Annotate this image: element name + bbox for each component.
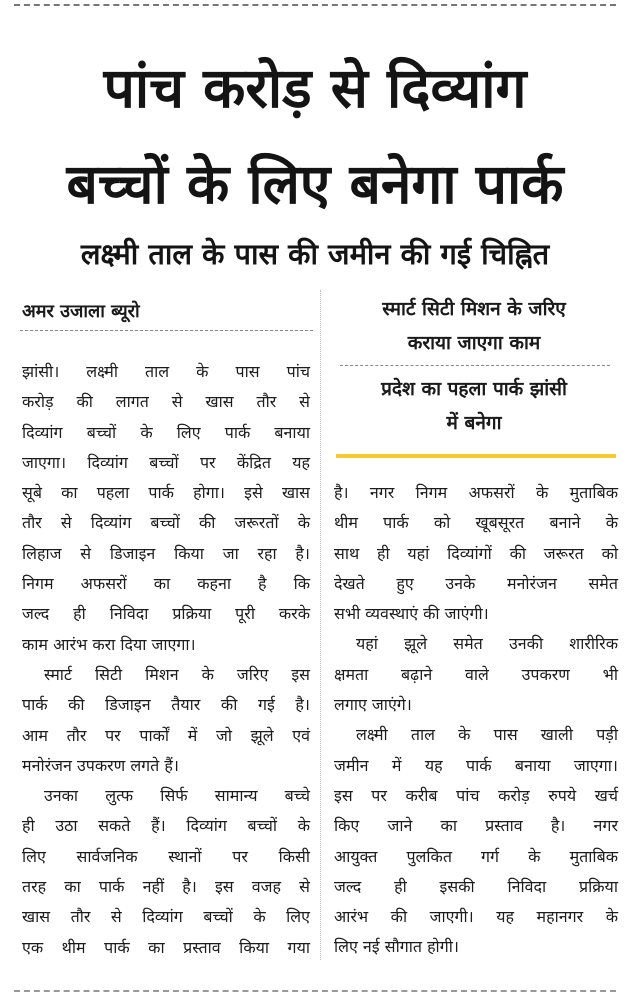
text-line: लक्ष्मी ताल के पास खाली पड़ी: [356, 725, 618, 745]
text-line: तरह का पार्क नहीं है। इस वजह से: [22, 877, 310, 897]
sidebar-subhead-line: प्रदेश का पहला पार्क झांसी: [381, 378, 567, 400]
text-line: सभी व्यवस्थाएं की जाएंगी।: [334, 604, 489, 624]
sidebar-subhead-line: में बनेगा: [446, 412, 502, 434]
sidebar-subhead-line: स्मार्ट सिटी मिशन के जरिए: [382, 298, 566, 320]
text-line: लगाए जाएंगे।: [334, 695, 412, 715]
sidebar-subhead-2: [330, 372, 618, 440]
text-line: खास तौर से दिव्यांग बच्चों के लिए: [22, 907, 310, 927]
headline-line: बच्चों के लिए बनेगा पार्क: [66, 152, 564, 216]
text-line: क्षमता बढ़ाने वाले उपकरण भी: [334, 664, 618, 684]
subheadline: लक्ष्मी ताल के पास की जमीन की गई चिह्नित: [80, 237, 550, 271]
text-line: उनका लुत्फ सिर्फ सामान्य बच्चे: [44, 786, 310, 806]
text-line: लिहाज से डिजाइन किया जा रहा है।: [22, 543, 310, 563]
text-line: दिव्यांग बच्चों के लिए पार्क बनाया: [22, 422, 310, 442]
sidebar-subhead-line: कराया जाएगा काम: [407, 332, 541, 354]
byline-divider: [20, 330, 313, 331]
byline: अमर उजाला ब्यूरो: [22, 301, 140, 322]
headline-line: पांच करोड़ से दिव्यांग: [103, 56, 527, 120]
text-line: जाएगा। दिव्यांग बच्चों पर केंद्रित यह: [22, 452, 310, 472]
text-line: लिए सार्वजनिक स्थानों पर किसी: [22, 846, 310, 866]
text-line: किए जाने का प्रस्ताव है। नगर: [334, 816, 618, 836]
text-line: साथ ही यहां दिव्यांगों की जरूरत को: [334, 543, 618, 563]
text-line: निगम अफसरों का कहना है कि: [22, 574, 310, 594]
text-line: इस पर करीब पांच करोड़ रुपये खर्च: [334, 785, 618, 805]
text-line: लिए नई सौगात होगी।: [334, 937, 459, 957]
text-line: जल्द ही इसकी निविदा प्रक्रिया: [334, 876, 618, 896]
text-line: है। नगर निगम अफसरों के मुताबिक: [334, 483, 618, 502]
article-column-2: [334, 478, 618, 963]
column-divider: [320, 290, 321, 960]
text-line: सूबे का पहला पार्क होगा। इसे खास: [22, 483, 310, 503]
bottom-dashed-rule: [14, 990, 616, 992]
headline: [0, 40, 630, 232]
sidebar-divider: [340, 365, 610, 366]
text-line: आम तौर पर पार्कों में जो झूले एवं: [22, 725, 310, 745]
text-line: स्मार्ट सिटी मिशन के जरिए इस: [44, 664, 310, 684]
text-line: थीम पार्क को खूबसूरत बनाने के: [334, 513, 618, 533]
sidebar-subhead-1: [330, 292, 618, 360]
article-column-1: [22, 357, 310, 963]
text-line: आरंभ की जाएगी। यह महानगर के: [334, 907, 618, 927]
text-line: देखते हुए उनके मनोरंजन समेत: [334, 573, 618, 593]
text-line: पार्क की डिजाइन तैयार की गई है।: [22, 695, 310, 715]
text-line: जल्द ही निविदा प्रक्रिया पूरी करके: [22, 604, 310, 624]
text-line: जमीन में यह पार्क बनाया जाएगा।: [334, 755, 618, 775]
text-line: एक थीम पार्क का प्रस्ताव किया गया: [22, 937, 310, 957]
text-line: यहां झूले समेत उनकी शारीरिक: [356, 634, 618, 654]
accent-bar: [336, 454, 616, 458]
top-dashed-rule: [14, 4, 616, 6]
text-line: झांसी। लक्ष्मी ताल के पास पांच: [22, 362, 310, 381]
text-line: तौर से दिव्यांग बच्चों की जरूरतों के: [22, 513, 310, 533]
text-line: करोड़ की लागत से खास तौर से: [22, 392, 310, 412]
text-line: ही उठा सकते हैं। दिव्यांग बच्चों के: [22, 816, 310, 836]
text-line: काम आरंभ करा दिया जाएगा।: [22, 634, 196, 654]
text-line: आयुक्त पुलकित गर्ग के मुताबिक: [334, 846, 618, 866]
text-line: मनोरंजन उपकरण लगते हैं।: [22, 755, 179, 775]
